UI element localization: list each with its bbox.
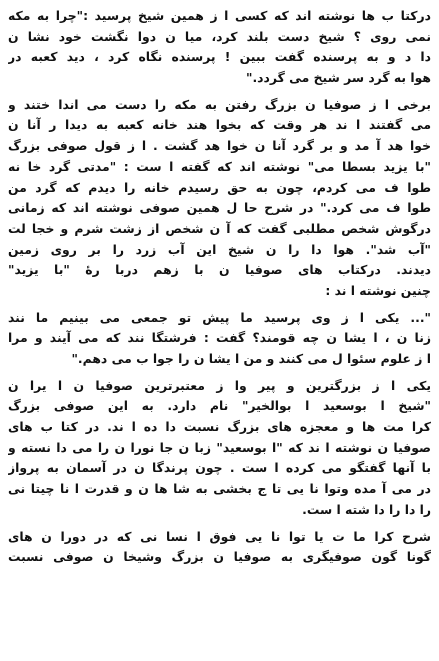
text-line: کرا مت ها و معجزه های بزرگ نسبت دا ده ا ند. در کتا ب های (8, 419, 431, 435)
text-line: گونا گون صوفیگری به صوفیا ن بزرگ وشیخا ن صوفی نسبت (8, 549, 431, 565)
text-line: درکتا ب ها نوشته اند که کسی ا ز همین شیخ پرسید :"چرا به مکه (8, 8, 431, 23)
text-line: ا ز علوم سئوا ل می کنند و من ا یشا ن را جوا ب می دهم." (71, 351, 431, 366)
paragraph-4 (8, 376, 431, 521)
text-line: را دا را دا شته ا ست. (302, 501, 431, 517)
paragraph-1 (8, 6, 431, 89)
text-line: نمی روی ؟ شیخ دست بلند کرد، میا ن دوا نگشت خود نشا ن (8, 28, 431, 44)
text-line: درگوش شخص مطلبی گفت که آ ن شخص از زشت شرم و خجا لت (8, 220, 431, 236)
text-line: با آنها گفتگو می کرده ا ست . چون پرندگا ن در آسمان به پرواز (8, 460, 431, 476)
text-line: "شیخ ا بوسعید ا بوالخیر" نام دارد. به این صوفی بزرگ (8, 398, 431, 414)
text-line: "آب شد". هوا دا را ن شیخ این آب زرد را بر روی زمین (8, 241, 431, 257)
text-line: "با یزید بسطا می" نوشته اند که گفته ا ست : "مدتی گرد خا نه (8, 158, 431, 174)
paragraph-3-quote (8, 308, 431, 370)
text-line: "... یکی ا ز وی پرسید ما پیش تو جمعی می بینیم ما نند (8, 309, 431, 325)
text-line: هوا به گرد سر شیخ می گردد." (246, 70, 431, 86)
text-line: می گفتند ا ند هر وقت که بخوا هند خانه کعبه به دیدا ر آنا ن (8, 117, 431, 133)
text-line: چنین نوشته ا ند : (325, 282, 431, 298)
text-line: صوفیا ن نوشته ا ند که "ا بوسعید" زبا ن جا نورا ن را می دا نسته و (8, 439, 431, 455)
text-line: دا د و به پرسنده گفت ببین ! پرسنده نگاه کرد ، دید کعبه در (8, 49, 431, 65)
text-line: خوا هد آ مد و بر گرد آنا ن خوا هد گشت . ا ز قول صوفی بزرگ (8, 138, 431, 154)
text-line: شرح کرا ما ت یا توا نا یی فوق ا نسا نی که در دورا ن های (8, 528, 431, 544)
paragraph-2 (8, 95, 431, 302)
paragraph-5 (8, 527, 431, 568)
text-line: زنا ن ، ا یشا ن چه قومند؟ گفت : فرشتگا نند که می آیند و مرا (8, 330, 431, 346)
text-line: طوا ف می کرد." در شرح حا ل همین صوفی نوشته اند که زمانی (8, 200, 431, 216)
text-line: طوا ف می کردم، چون به حق رسیدم خانه را دیدم که گرد من (8, 179, 431, 195)
text-line: برخی ا ز صوفیا ن بزرگ رفتن به مکه را دست می اندا ختند و (8, 96, 431, 112)
text-line: یکی ا ز بزرگترین و پیر وا ز معتبرترین صوفیا ن ا یرا ن (8, 377, 431, 393)
text-column (8, 6, 431, 568)
text-line: در می آ مده وتوا نا یی تا ج بخشی به شا ها ن و قدرت ا نا چیتا نی (8, 481, 431, 497)
text-line: دیدند. درکتاب های صوفیا ن با زهم دربا رهٔ "با یزید" (8, 262, 431, 278)
